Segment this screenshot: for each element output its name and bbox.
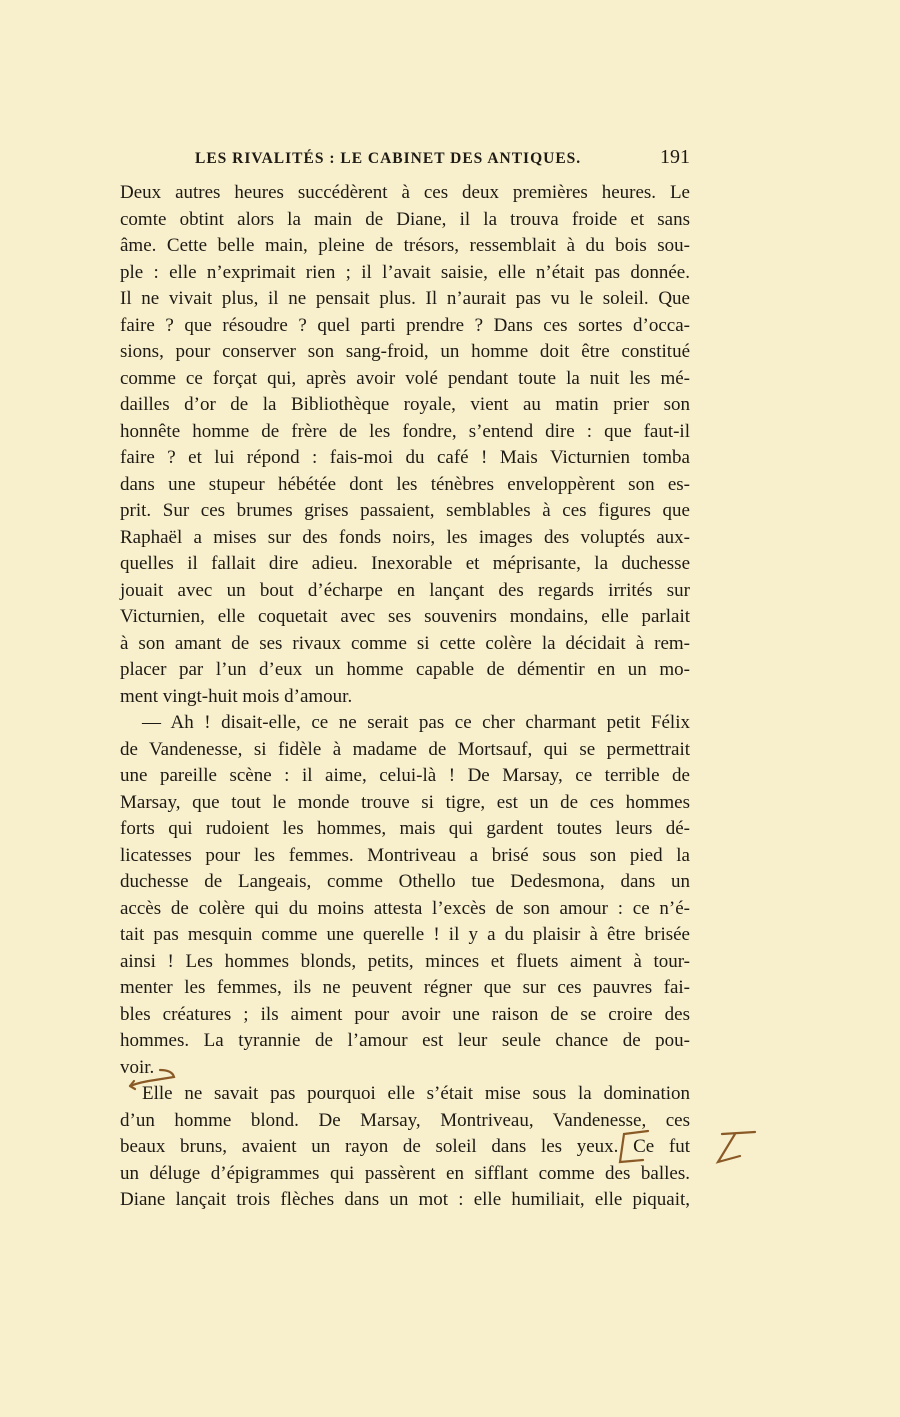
text-line: ple : elle n’exprimait rien ; il l’avait saisie, elle n’était pas donnée. xyxy=(120,261,690,283)
text-line: comme ce forçat qui, après avoir volé pendant toute la nuit les mé- xyxy=(120,367,690,389)
text-line: honnête homme de frère de les fondre, s’entend dire : que faut-il xyxy=(120,420,690,442)
text-line: ment vingt-huit mois d’amour. xyxy=(120,685,353,707)
text-line: Deux autres heures succédèrent à ces deux premières heures. Le xyxy=(120,182,690,203)
text-line: dans une stupeur hébétée dont les ténèbres enveloppèrent son es- xyxy=(120,473,690,495)
text-line: faire ? que résoudre ? quel parti prendre ? Dans ces sortes d’occa- xyxy=(120,314,690,336)
text-line: faire ? et lui répond : fais-moi du café ! Mais Victurnien tomba xyxy=(120,447,690,468)
text-line: jouait avec un bout d’écharpe en lançant des regards irrités sur xyxy=(120,579,690,601)
text-line: à son amant de ses rivaux comme si cette colère la décidait à rem- xyxy=(120,632,690,654)
bracket-mark-margin xyxy=(718,1132,755,1162)
text-line: ainsi ! Les hommes blonds, petits, minces et fluets aiment à tour- xyxy=(120,950,690,972)
text-line: âme. Cette belle main, pleine de trésors, ressemblait à du bois sou- xyxy=(120,235,690,256)
text-line: tait pas mesquin comme une querelle ! il y a du plaisir à être brisée xyxy=(120,924,690,945)
text-line: Il ne vivait plus, il ne pensait plus. Il n’aurait pas vu le soleil. Que xyxy=(120,288,690,309)
text-line: licatesses pour les femmes. Montriveau a brisé sous son pied la xyxy=(120,844,690,866)
text-line: de Vandenesse, si fidèle à madame de Mortsauf, qui se permettrait xyxy=(120,738,690,760)
text-line: Elle ne savait pas pourquoi elle s’était mise sous la domination xyxy=(142,1083,690,1104)
text-line: prit. Sur ces brumes grises passaient, semblables à ces figures que xyxy=(120,500,690,521)
text-line: accès de colère qui du moins attesta l’excès de son amour : ce n’é- xyxy=(120,897,690,919)
page-number: 191 xyxy=(660,146,690,168)
text-line: quelles il fallait dire adieu. Inexorable et méprisante, la duchesse xyxy=(120,553,690,574)
text-line: une pareille scène : il aime, celui-là ! De Marsay, ce terrible de xyxy=(120,765,690,786)
text-line: voir. xyxy=(120,1056,155,1078)
text-line: menter les femmes, ils ne peuvent régner que sur ces pauvres fai- xyxy=(120,977,690,998)
text-line: sions, pour conserver son sang-froid, un homme doit être constitué xyxy=(120,341,690,362)
text-line: placer par l’un d’eux un homme capable de démentir en un mo- xyxy=(120,659,690,680)
text-line: Diane lançait trois flèches dans un mot : elle humiliait, elle piquait, xyxy=(120,1189,690,1210)
text-line: Victurnien, elle coquetait avec ses souvenirs mondains, elle parlait xyxy=(120,606,690,627)
text-line: un déluge d’épigrammes qui passèrent en sifflant comme des balles. xyxy=(120,1162,690,1184)
text-line: — Ah ! disait-elle, ce ne serait pas ce cher charmant petit Félix xyxy=(142,712,690,733)
text-line: hommes. La tyrannie de l’amour est leur seule chance de pou- xyxy=(120,1030,690,1051)
text-line: d’un homme blond. De Marsay, Montriveau, Vandenesse, ces xyxy=(120,1109,690,1131)
text-line: forts qui rudoient les hommes, mais qui gardent toutes leurs dé- xyxy=(120,818,690,839)
text-line: Raphaël a mises sur des fonds noirs, les images des voluptés aux- xyxy=(120,526,690,548)
running-header xyxy=(195,148,690,172)
text-line: Marsay, que tout le monde trouve si tigre, est un de ces hommes xyxy=(120,791,690,813)
text-line: duchesse de Langeais, comme Othello tue Dedesmona, dans un xyxy=(120,871,690,892)
text-line: comte obtint alors la main de Diane, il la trouva froide et sans xyxy=(120,208,690,230)
text-line: dailles d’or de la Bibliothèque royale, vient au matin prier son xyxy=(120,394,690,415)
running-title: LES RIVALITÉS : LE CABINET DES ANTIQUES. xyxy=(195,150,582,167)
body-text xyxy=(120,180,690,1214)
text-line: beaux bruns, avaient un rayon de soleil dans les yeux. Ce fut xyxy=(120,1136,690,1157)
text-line: bles créatures ; ils aiment pour avoir une raison de se croire des xyxy=(120,1003,690,1025)
